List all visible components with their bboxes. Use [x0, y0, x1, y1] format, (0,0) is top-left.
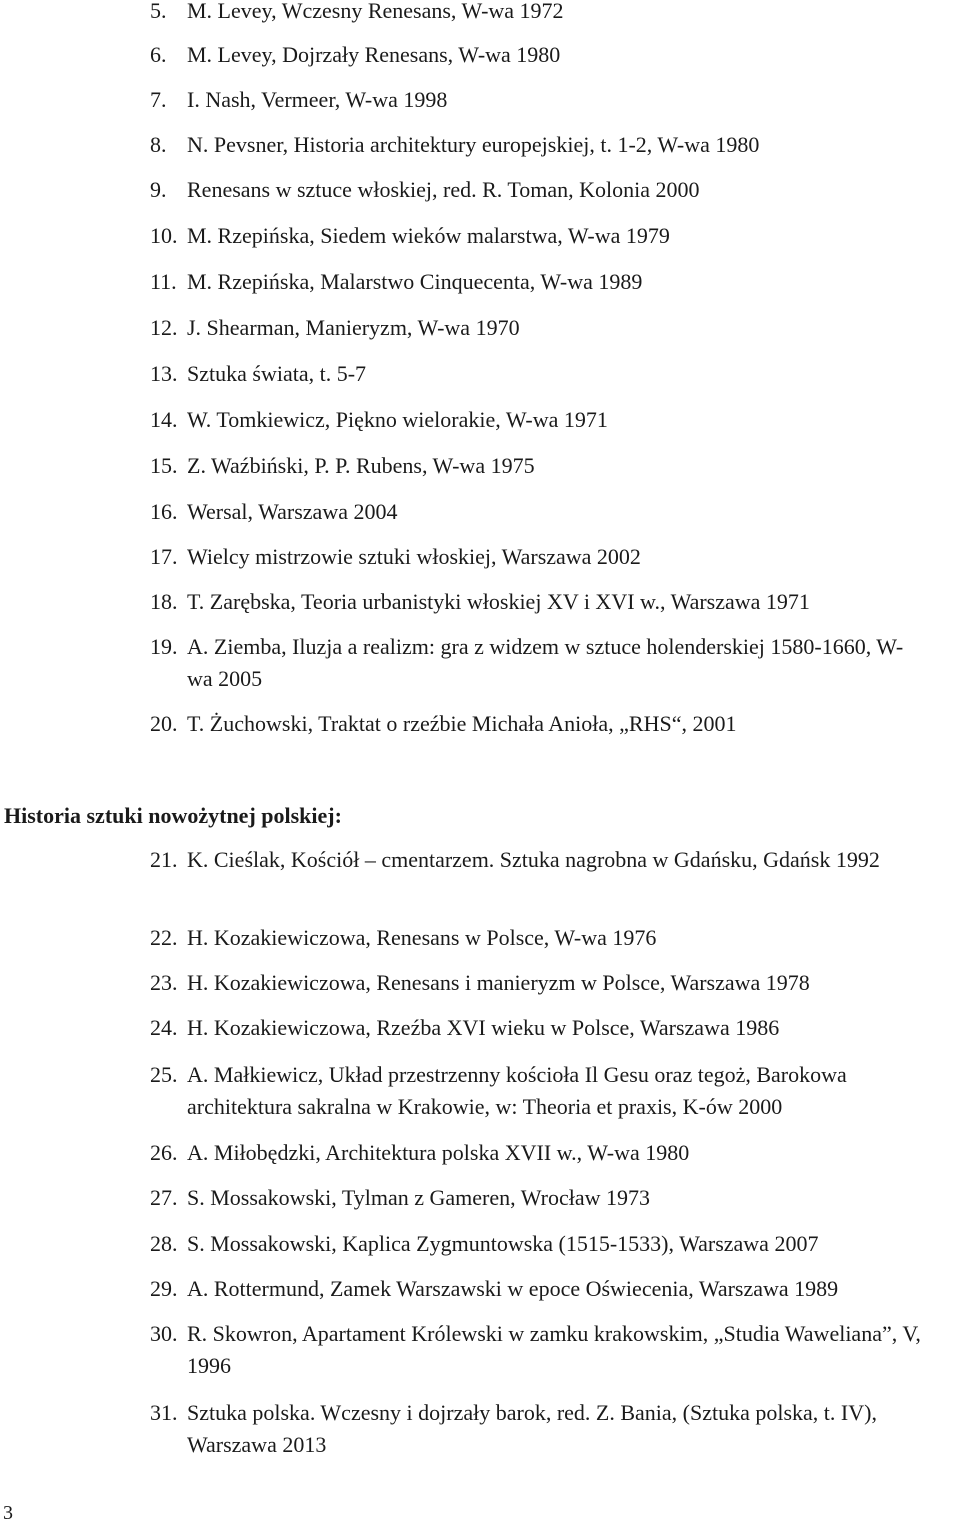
item-number: 10.	[150, 223, 178, 248]
item-text: A. Ziemba, Iluzja a realizm: gra z widzem w sztuce holenderskiej 1580-1660, W-wa 2005	[187, 634, 904, 691]
item-text: J. Shearman, Manieryzm, W-wa 1970	[187, 315, 520, 340]
item-text: M. Levey, Wczesny Renesans, W-wa 1972	[187, 0, 564, 23]
item-text: I. Nash, Vermeer, W-wa 1998	[187, 87, 448, 112]
item-text: M. Levey, Dojrzały Renesans, W-wa 1980	[187, 42, 561, 67]
item-number: 29.	[150, 1276, 178, 1301]
item-number: 26.	[150, 1140, 178, 1165]
list-item	[150, 129, 950, 161]
list-item	[150, 358, 950, 390]
list-item	[150, 708, 950, 740]
item-number: 17.	[150, 544, 178, 569]
item-number: 9.	[150, 177, 167, 202]
list-item	[150, 1182, 950, 1214]
item-number: 12.	[150, 315, 178, 340]
list-item	[150, 312, 950, 344]
item-number: 19.	[150, 634, 178, 659]
item-text: T. Zarębska, Teoria urbanistyki włoskiej XV i XVI w., Warszawa 1971	[187, 589, 810, 614]
item-number: 22.	[150, 925, 178, 950]
list-item	[150, 1318, 950, 1382]
list-item	[150, 266, 950, 298]
item-number: 8.	[150, 132, 167, 157]
item-number: 15.	[150, 453, 178, 478]
item-text: M. Rzepińska, Siedem wieków malarstwa, W-wa 1979	[187, 223, 670, 248]
item-number: 31.	[150, 1400, 178, 1425]
item-number: 6.	[150, 42, 167, 67]
list-item	[150, 220, 950, 252]
list-item	[150, 84, 950, 116]
list-item	[150, 1012, 950, 1044]
item-number: 13.	[150, 361, 178, 386]
item-number: 21.	[150, 847, 178, 872]
item-number: 14.	[150, 407, 178, 432]
item-text: S. Mossakowski, Tylman z Gameren, Wrocław 1973	[187, 1185, 650, 1210]
item-number: 30.	[150, 1321, 178, 1346]
item-text: A. Małkiewicz, Układ przestrzenny kościoła Il Gesu oraz tegoż, Barokowa architektura sakralna w Krakowie, w: Theoria et praxis, K-ów 2000	[187, 1062, 847, 1119]
list-item	[150, 631, 950, 695]
list-item	[150, 586, 950, 618]
item-text: Z. Waźbiński, P. P. Rubens, W-wa 1975	[187, 453, 535, 478]
list-item	[150, 450, 950, 482]
item-text: Sztuka polska. Wczesny i dojrzały barok, red. Z. Bania, (Sztuka polska, t. IV), Warszawa 2013	[187, 1400, 877, 1457]
list-item	[150, 39, 950, 71]
item-number: 11.	[150, 269, 177, 294]
item-number: 16.	[150, 499, 178, 524]
list-item	[150, 922, 950, 954]
item-text: A. Rottermund, Zamek Warszawski w epoce Oświecenia, Warszawa 1989	[187, 1276, 839, 1301]
item-text: Sztuka świata, t. 5-7	[187, 361, 367, 386]
item-number: 20.	[150, 711, 178, 736]
list-item	[150, 496, 950, 528]
item-number: 18.	[150, 589, 178, 614]
list-item	[150, 1228, 950, 1260]
item-text: A. Miłobędzki, Architektura polska XVII w., W-wa 1980	[187, 1140, 690, 1165]
item-text: T. Żuchowski, Traktat o rzeźbie Michała Anioła, „RHS“, 2001	[187, 711, 737, 736]
item-text: Wielcy mistrzowie sztuki włoskiej, Warszawa 2002	[187, 544, 641, 569]
list-item	[150, 404, 950, 436]
list-item	[150, 0, 950, 27]
item-text: K. Cieślak, Kościół – cmentarzem. Sztuka nagrobna w Gdańsku, Gdańsk 1992	[187, 847, 880, 872]
item-number: 28.	[150, 1231, 178, 1256]
section-heading: Historia sztuki nowożytnej polskiej:	[4, 803, 342, 828]
item-text: Wersal, Warszawa 2004	[187, 499, 398, 524]
list-item	[150, 1273, 950, 1305]
item-number: 24.	[150, 1015, 178, 1040]
item-text: N. Pevsner, Historia architektury europejskiej, t. 1-2, W-wa 1980	[187, 132, 760, 157]
item-text: S. Mossakowski, Kaplica Zygmuntowska (1515-1533), Warszawa 2007	[187, 1231, 819, 1256]
list-item	[150, 1397, 950, 1461]
list-item	[150, 967, 950, 999]
item-number: 25.	[150, 1062, 178, 1087]
item-text: R. Skowron, Apartament Królewski w zamku krakowskim, „Studia Waweliana”, V, 1996	[187, 1321, 921, 1378]
item-number: 23.	[150, 970, 178, 995]
list-item	[150, 541, 950, 573]
item-number: 5.	[150, 0, 167, 23]
list-item	[150, 1137, 950, 1169]
item-text: W. Tomkiewicz, Piękno wielorakie, W-wa 1971	[187, 407, 608, 432]
item-text: H. Kozakiewiczowa, Renesans i manieryzm w Polsce, Warszawa 1978	[187, 970, 810, 995]
item-text: M. Rzepińska, Malarstwo Cinquecenta, W-wa 1989	[187, 269, 643, 294]
item-number: 27.	[150, 1185, 178, 1210]
item-text: Renesans w sztuce włoskiej, red. R. Toman, Kolonia 2000	[187, 177, 700, 202]
item-number: 7.	[150, 87, 167, 112]
list-item	[150, 844, 950, 876]
list-item	[150, 1059, 950, 1123]
page-number: 3	[3, 1502, 13, 1524]
item-text: H. Kozakiewiczowa, Renesans w Polsce, W-wa 1976	[187, 925, 657, 950]
list-item	[150, 174, 950, 206]
item-text: H. Kozakiewiczowa, Rzeźba XVI wieku w Polsce, Warszawa 1986	[187, 1015, 780, 1040]
